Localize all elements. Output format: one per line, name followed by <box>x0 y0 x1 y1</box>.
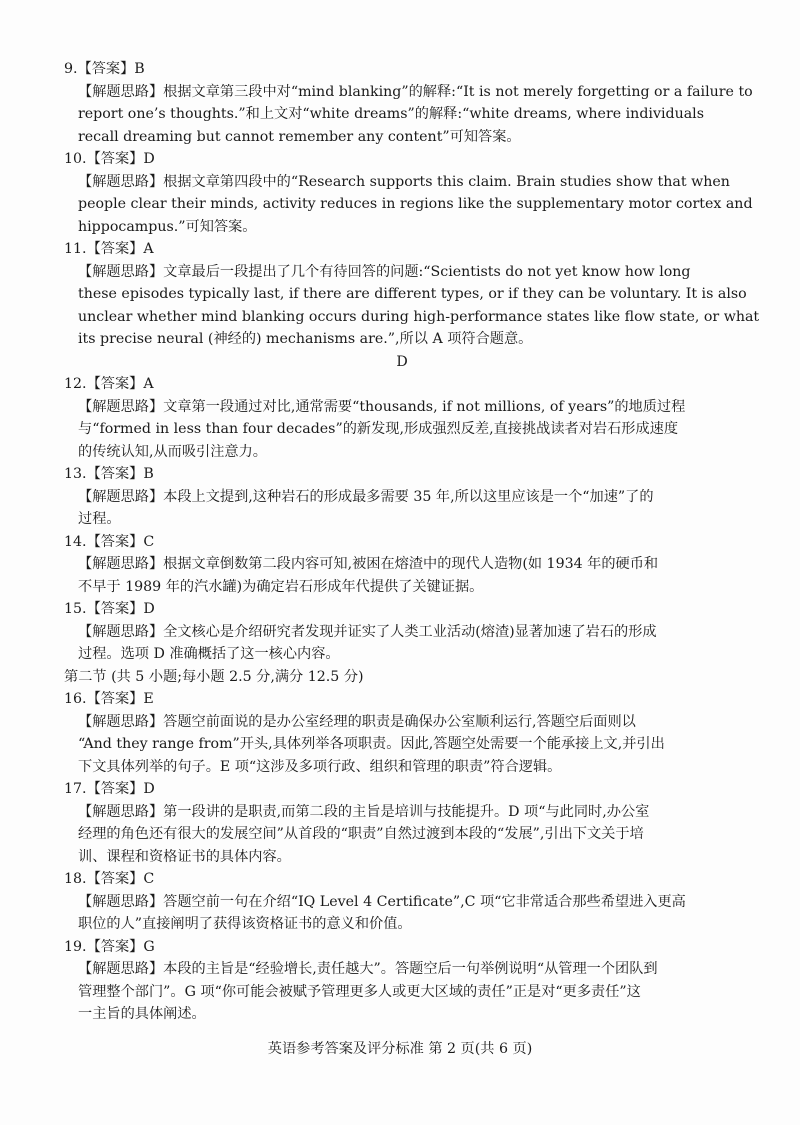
q14-explanation-line-1: 【解题思路】根据文章倒数第二段内容可知,被困在熔渣中的现代人造物(如 1934 年的硬币和 <box>78 556 659 572</box>
q11-explanation-line-3: unclear whether mind blanking occurs during high-performance states like flow state, or what <box>78 308 760 325</box>
q16-explanation-line-1: 【解题思路】答题空前面说的是办公室经理的职责是确保办公室顺利运行,答题空后面则以 <box>78 713 636 730</box>
q9-answer: 9.【答案】B <box>64 61 145 77</box>
q12-explanation-line-2: 与“formed in less than four decades”的新发现,形成强烈反差,直接挑战读者对岩石形成速度 <box>78 421 679 437</box>
q19-answer: 19.【答案】G <box>64 938 155 955</box>
q18-explanation-line-2: 职位的人”直接阐明了获得该资格证书的意义和价值。 <box>78 916 412 932</box>
q17-explanation-line-3: 训、课程和资格证书的具体内容。 <box>78 848 291 865</box>
q13-answer: 13.【答案】B <box>64 466 154 482</box>
q12-explanation-line-3: 的传统认知,从而吸引注意力。 <box>78 443 267 460</box>
q17-explanation-line-1: 【解题思路】第一段讲的是职责,而第二段的主旨是培训与技能提升。D 项“与此同时,办公室 <box>78 803 650 820</box>
q14-explanation-line-2: 不早于 1989 年的汽水罐)为确定岩石形成年代提供了关键证据。 <box>78 578 484 595</box>
q16-explanation-line-3: 下文具体列举的句子。E 项“这涉及多项行政、组织和管理的职责”符合逻辑。 <box>78 758 562 775</box>
q13-explanation-line-2: 过程。 <box>78 511 121 527</box>
q10-answer: 10.【答案】D <box>64 151 155 167</box>
q18-explanation-line-1: 【解题思路】答题空前一句在介绍“IQ Level 4 Certificate”,C 项“它非常适合那些希望进入更高 <box>78 893 686 910</box>
q10-explanation-line-3: hippocampus.”可知答案。 <box>78 218 257 235</box>
q17-explanation-line-2: 经理的角色还有很大的发展空间”从首段的“职责”自然过渡到本段的“发展”,引出下文关于培 <box>78 826 644 842</box>
q15-explanation-line-1: 【解题思路】全文核心是介绍研究者发现并证实了人类工业活动(熔渣)显著加速了岩石的形成 <box>78 623 657 640</box>
q11-explanation-line-4: its precise neural (神经的) mechanisms are.”,所以 A 项符合题意。 <box>78 331 533 347</box>
q10-explanation-line-2: people clear their minds, activity reduces in regions like the supplementary motor cortex and <box>78 196 753 212</box>
q14-answer: 14.【答案】C <box>64 533 155 550</box>
q11-answer: 11.【答案】A <box>64 241 154 257</box>
q9-explanation-line-2: report one’s thoughts.”和上文对“white dreams”的解释:“white dreams, where individuals <box>78 106 704 122</box>
page-footer: 英语参考答案及评分标准 第 2 页(共 6 页) <box>267 1041 533 1057</box>
q9-explanation-line-3: recall dreaming but cannot remember any content”可知答案。 <box>78 128 521 145</box>
section-heading-d: D <box>396 353 408 370</box>
q19-explanation-line-2: 管理整个部门”。G 项“你可能会被赋予管理更多人或更大区域的责任”正是对“更多责任”这 <box>78 983 641 1000</box>
q16-answer: 16.【答案】E <box>64 691 154 707</box>
section-two-heading: 第二节 (共 5 小题;每小题 2.5 分,满分 12.5 分) <box>64 668 364 685</box>
q19-explanation-line-1: 【解题思路】本段的主旨是“经验增长,责任越大”。答题空后一句举例说明“从管理一个团队到 <box>78 961 658 977</box>
q9-explanation-line-1: 【解题思路】根据文章第三段中对“mind blanking”的解释:“It is not merely forgetting or a failure to <box>78 83 753 100</box>
q12-answer: 12.【答案】A <box>64 376 154 392</box>
answer-content <box>64 58 760 1026</box>
q15-explanation-line-2: 过程。选项 D 准确概括了这一核心内容。 <box>78 646 340 662</box>
q12-explanation-line-1: 【解题思路】文章第一段通过对比,通常需要“thousands, if not millions, of years”的地质过程 <box>78 398 686 415</box>
q17-answer: 17.【答案】D <box>64 781 155 797</box>
q18-answer: 18.【答案】C <box>64 871 155 887</box>
q10-explanation-line-1: 【解题思路】根据文章第四段中的“Research supports this claim. Brain studies show that when <box>78 173 730 190</box>
q11-explanation-line-2: these episodes typically last, if there are different types, or if they can be voluntary. It is also <box>78 286 747 302</box>
q19-explanation-line-3: 一主旨的具体阐述。 <box>78 1006 206 1022</box>
q15-answer: 15.【答案】D <box>64 601 155 617</box>
q13-explanation-line-1: 【解题思路】本段上文提到,这种岩石的形成最多需要 35 年,所以这里应该是一个“加速”了的 <box>78 488 654 505</box>
q11-explanation-line-1: 【解题思路】文章最后一段提出了几个有待回答的问题:“Scientists do not yet know how long <box>78 263 691 280</box>
q16-explanation-line-2: “And they range from”开头,具体列举各项职责。因此,答题空处需要一个能承接上文,并引出 <box>78 736 665 752</box>
